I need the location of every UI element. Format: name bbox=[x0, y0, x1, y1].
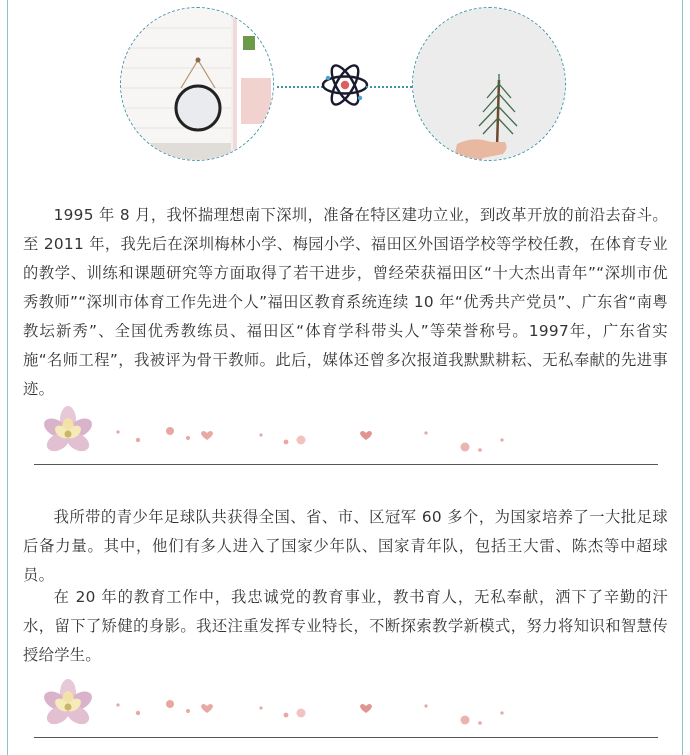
wall-mirror-photo bbox=[120, 7, 274, 161]
football-paragraph: 我所带的青少年足球队共获得全国、省、市、区冠军 60 多个，为国家培养了一大批足球后备力量。其中，他们有多人进入了国家少年队、国家青年队，包括王大雷、陈杰等中超球员。 bbox=[23, 508, 668, 584]
atom-icon bbox=[320, 60, 370, 110]
succulent-flower-icon bbox=[30, 402, 658, 464]
frame-right-line bbox=[682, 0, 683, 755]
divider-line bbox=[34, 464, 658, 465]
intro-paragraph: 1995 年 8 月，我怀揣理想南下深圳，准备在特区建功立业，到改革开放的前沿去奋斗。至 2011 年，我先后在深圳梅林小学、梅园小学、福田区外国语学校等学校任教，在体育专业的教学、训练和课题研究等方面取得了若干进步，曾经荣获福田区“十大杰出青年”“深圳市优秀教师”“深圳市体育工作先进个人”福田区教育系统连续 10 年“优秀共产党员”、广东省“南粤教坛新秀”、全国优秀教练员、福田区“体育学科带头人”等荣誉称号。1997年，广东省实施“名师工程”，我被评为骨干教师。此后，媒体还曾多次报道我默默耕耘、无私奉献的先进事迹。 bbox=[23, 206, 668, 398]
flower-divider bbox=[30, 402, 658, 472]
flower-divider bbox=[30, 675, 658, 745]
pine-sprig-hand-photo bbox=[412, 7, 566, 161]
dotted-connector-right bbox=[366, 86, 412, 88]
teaching-paragraph: 在 20 年的教育工作中，我忠诚党的教育事业，教书育人，无私奉献，洒下了辛勤的汗水，留下了矫健的身影。我还注重发挥专业特长，不断探索教学新模式，努力将知识和智慧传授给学生。 bbox=[23, 588, 668, 664]
dotted-connector-left bbox=[277, 86, 323, 88]
frame-left-line bbox=[7, 0, 8, 755]
succulent-flower-icon bbox=[30, 675, 658, 737]
divider-line bbox=[34, 737, 658, 738]
